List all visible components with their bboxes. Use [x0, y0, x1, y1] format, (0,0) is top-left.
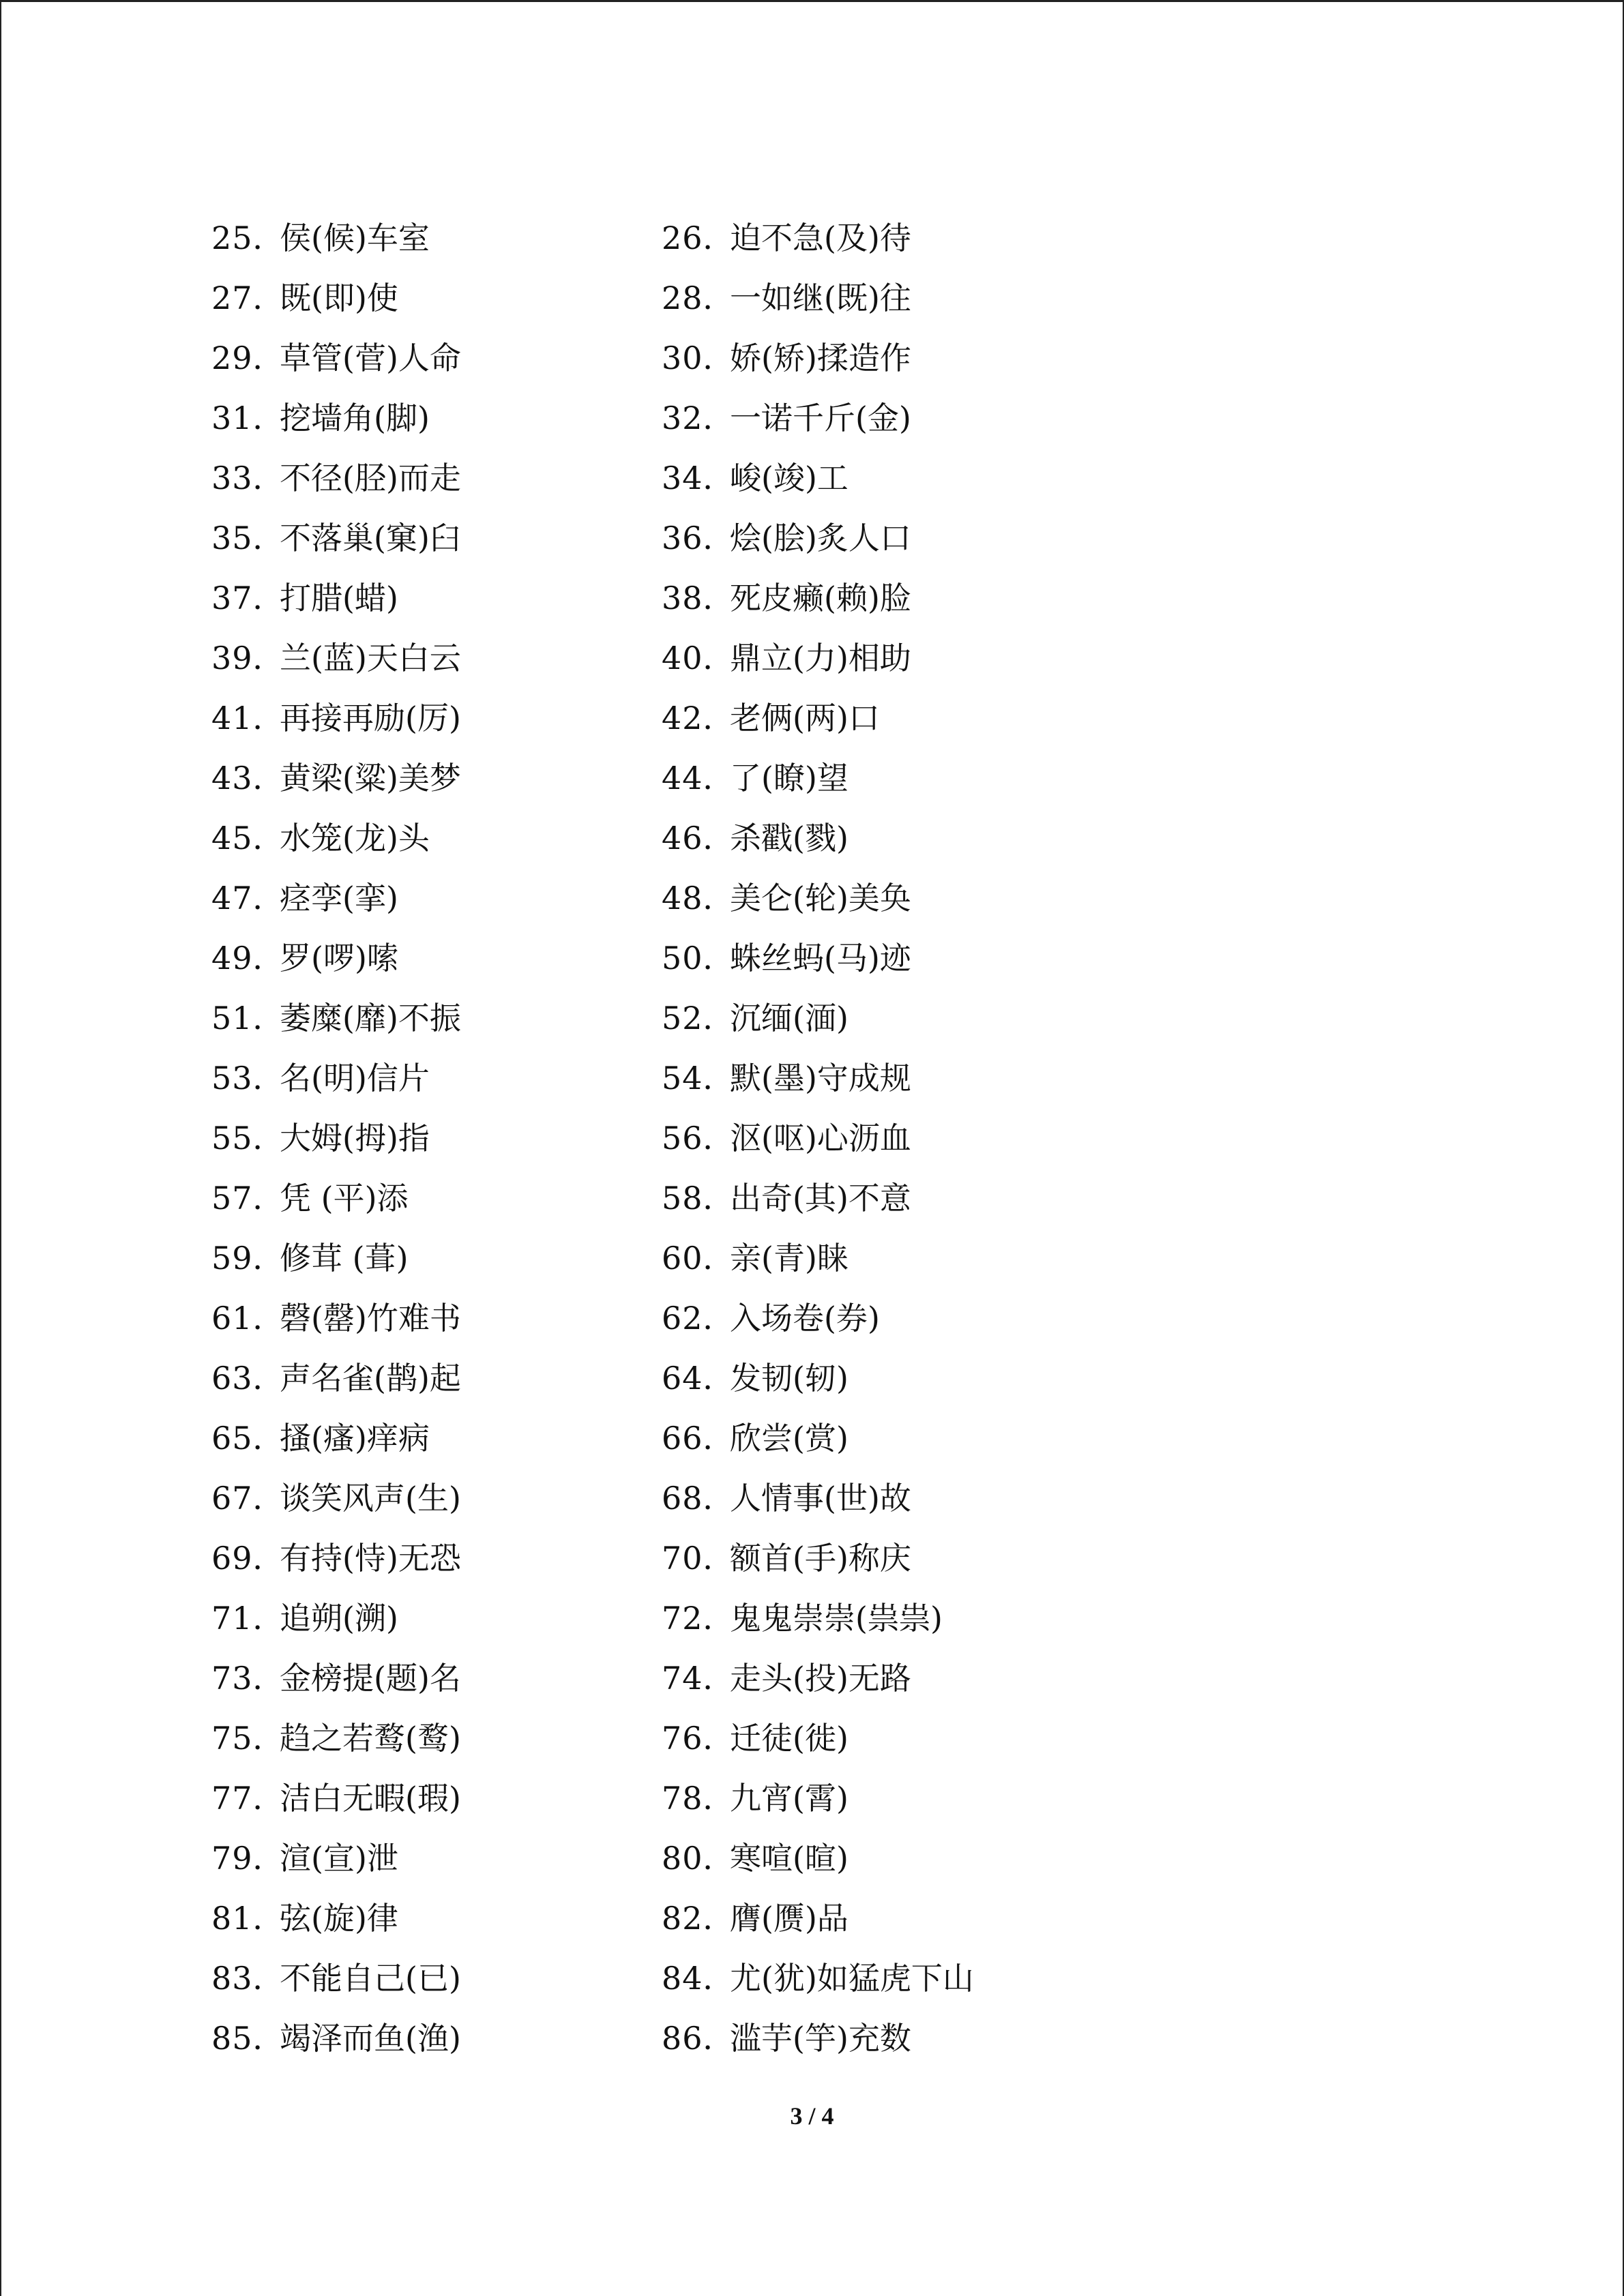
item-text: 一诺千斤(金) [730, 400, 911, 436]
item-text: 竭泽而鱼(渔) [280, 2020, 461, 2057]
list-item [211, 508, 662, 568]
list-item [211, 748, 662, 808]
entry-row [211, 988, 1235, 1048]
entry-row [211, 448, 1235, 508]
item-number: 65． [211, 1420, 285, 1457]
list-item [662, 1888, 1207, 1948]
item-text: 不落巢(窠)臼 [280, 520, 461, 556]
item-number: 55． [211, 1120, 285, 1157]
item-number: 56． [662, 1120, 735, 1157]
item-number: 53． [211, 1060, 285, 1097]
item-text: 入场卷(券) [730, 1300, 880, 1337]
list-item [662, 1168, 1207, 1228]
item-text: 了(瞭)望 [730, 760, 848, 796]
entry-row [211, 1168, 1235, 1228]
item-number: 82． [662, 1900, 735, 1937]
item-number: 64． [662, 1360, 735, 1397]
list-item [662, 628, 1207, 688]
item-text: 渲(宣)泄 [280, 1840, 398, 1877]
list-item [662, 1408, 1207, 1468]
item-number: 83． [211, 1960, 285, 1997]
list-item [662, 928, 1207, 988]
item-text: 发韧(轫) [730, 1360, 848, 1397]
entry-row [211, 1348, 1235, 1408]
list-item [662, 868, 1207, 928]
item-number: 38． [662, 580, 735, 616]
item-number: 85． [211, 2020, 285, 2057]
item-number: 26． [662, 220, 735, 256]
item-number: 81． [211, 1900, 285, 1937]
item-number: 50． [662, 940, 735, 976]
item-number: 54． [662, 1060, 735, 1097]
list-item [211, 1528, 662, 1588]
entry-row [211, 1468, 1235, 1528]
item-text: 再接再励(厉) [280, 700, 461, 736]
item-text: 谈笑风声(生) [280, 1480, 461, 1517]
item-number: 42． [662, 700, 735, 736]
item-text: 修茸 (葺) [280, 1240, 409, 1277]
item-text: 萎糜(靡)不振 [280, 1000, 461, 1037]
list-item [662, 208, 1207, 268]
item-number: 60． [662, 1240, 735, 1277]
entry-row [211, 1228, 1235, 1288]
list-item [211, 448, 662, 508]
list-item [662, 688, 1207, 748]
list-item [211, 988, 662, 1048]
list-item [211, 1048, 662, 1108]
item-text: 蛛丝蚂(马)迹 [730, 940, 911, 976]
item-number: 34． [662, 460, 735, 496]
item-text: 烩(脍)炙人口 [730, 520, 911, 556]
item-number: 27． [211, 280, 285, 316]
item-text: 名(明)信片 [280, 1060, 430, 1097]
list-item [211, 1888, 662, 1948]
entry-row [211, 628, 1235, 688]
list-item [662, 1288, 1207, 1348]
item-text: 不能自己(已) [280, 1960, 461, 1997]
entry-row [211, 1948, 1235, 2008]
entry-row [211, 508, 1235, 568]
item-number: 49． [211, 940, 285, 976]
item-number: 86． [662, 2020, 735, 2057]
item-number: 51． [211, 1000, 285, 1037]
item-number: 35． [211, 520, 285, 556]
item-text: 沉缅(湎) [730, 1000, 848, 1037]
list-item [211, 568, 662, 628]
item-number: 57． [211, 1180, 285, 1217]
item-number: 32． [662, 400, 735, 436]
item-number: 41． [211, 700, 285, 736]
item-text: 挖墙角(脚) [280, 400, 430, 436]
entry-row [211, 388, 1235, 448]
item-number: 28． [662, 280, 735, 316]
list-item [211, 268, 662, 328]
item-number: 43． [211, 760, 285, 796]
item-text: 寒喧(暄) [730, 1840, 848, 1877]
list-item [211, 1948, 662, 2008]
entry-row [211, 1588, 1235, 1648]
list-item [211, 2008, 662, 2068]
item-number: 59． [211, 1240, 285, 1277]
item-text: 滥芋(竽)充数 [730, 2020, 911, 2057]
item-number: 76． [662, 1720, 735, 1757]
list-item [662, 808, 1207, 868]
item-text: 沤(呕)心沥血 [730, 1120, 911, 1157]
item-text: 洁白无暇(瑕) [280, 1780, 461, 1817]
item-number: 72． [662, 1600, 735, 1637]
entry-row [211, 268, 1235, 328]
list-item [662, 1108, 1207, 1168]
list-item [211, 928, 662, 988]
list-item [211, 1768, 662, 1828]
item-text: 兰(蓝)天白云 [280, 640, 461, 676]
list-item [211, 1348, 662, 1408]
item-text: 有持(恃)无恐 [280, 1540, 461, 1577]
entry-row [211, 1888, 1235, 1948]
item-number: 37． [211, 580, 285, 616]
item-text: 凭 (平)添 [280, 1180, 409, 1217]
list-item [211, 1648, 662, 1708]
list-item [662, 508, 1207, 568]
item-number: 30． [662, 340, 735, 376]
item-number: 47． [211, 880, 285, 916]
list-item [662, 1948, 1207, 2008]
entry-row [211, 1408, 1235, 1468]
item-text: 草管(菅)人命 [280, 340, 461, 376]
item-text: 尤(犹)如猛虎下山 [730, 1960, 974, 1997]
list-item [211, 1168, 662, 1228]
entry-row [211, 808, 1235, 868]
list-item [211, 1588, 662, 1648]
item-text: 黄梁(粱)美梦 [280, 760, 461, 796]
item-number: 67． [211, 1480, 285, 1517]
list-item [211, 1408, 662, 1468]
item-text: 搔(瘙)痒病 [280, 1420, 430, 1457]
item-text: 鬼鬼崇崇(祟祟) [730, 1600, 943, 1637]
item-number: 29． [211, 340, 285, 376]
item-number: 33． [211, 460, 285, 496]
entry-row [211, 1708, 1235, 1768]
list-item [211, 328, 662, 388]
item-number: 70． [662, 1540, 735, 1577]
item-text: 欣尝(赏) [730, 1420, 848, 1457]
item-number: 61． [211, 1300, 285, 1337]
list-item [211, 1228, 662, 1288]
list-item [662, 748, 1207, 808]
item-text: 打腊(蜡) [280, 580, 398, 616]
item-number: 84． [662, 1960, 735, 1997]
item-text: 鼎立(力)相助 [730, 640, 911, 676]
list-item [211, 688, 662, 748]
item-number: 45． [211, 820, 285, 856]
item-text: 娇(矫)揉造作 [730, 340, 911, 376]
list-item [662, 1228, 1207, 1288]
item-number: 31． [211, 400, 285, 436]
list-item [662, 388, 1207, 448]
item-number: 52． [662, 1000, 735, 1037]
list-item [662, 1828, 1207, 1888]
item-number: 73． [211, 1660, 285, 1697]
list-item [211, 808, 662, 868]
entry-row [211, 928, 1235, 988]
item-number: 69． [211, 1540, 285, 1577]
item-text: 九宵(霄) [730, 1780, 848, 1817]
item-text: 声名雀(鹊)起 [280, 1360, 461, 1397]
item-number: 66． [662, 1420, 735, 1457]
entry-row [211, 328, 1235, 388]
item-text: 迁徒(徙) [730, 1720, 848, 1757]
item-number: 62． [662, 1300, 735, 1337]
item-text: 迫不急(及)待 [730, 220, 911, 256]
item-text: 弦(旋)律 [280, 1900, 398, 1937]
item-number: 25． [211, 220, 285, 256]
item-number: 58． [662, 1180, 735, 1217]
entry-row [211, 688, 1235, 748]
item-text: 默(墨)守成规 [730, 1060, 911, 1097]
item-text: 磬(罄)竹难书 [280, 1300, 461, 1337]
item-text: 死皮癞(赖)脸 [730, 580, 911, 616]
item-number: 68． [662, 1480, 735, 1517]
list-item [662, 1468, 1207, 1528]
entry-row [211, 2008, 1235, 2068]
item-text: 追朔(溯) [280, 1600, 398, 1637]
list-item [211, 1708, 662, 1768]
item-text: 老俩(两)口 [730, 700, 880, 736]
list-item [662, 1048, 1207, 1108]
item-number: 71． [211, 1600, 285, 1637]
list-item [211, 1468, 662, 1528]
item-number: 46． [662, 820, 735, 856]
list-item [211, 208, 662, 268]
item-text: 大姆(拇)指 [280, 1120, 430, 1157]
list-item [662, 448, 1207, 508]
entry-row [211, 1108, 1235, 1168]
item-text: 膺(赝)品 [730, 1900, 848, 1937]
item-text: 出奇(其)不意 [730, 1180, 911, 1217]
list-item [211, 628, 662, 688]
item-number: 77． [211, 1780, 285, 1817]
item-text: 人情事(世)故 [730, 1480, 911, 1517]
item-number: 80． [662, 1840, 735, 1877]
item-number: 40． [662, 640, 735, 676]
list-item [211, 1828, 662, 1888]
list-item [662, 1348, 1207, 1408]
item-text: 金榜提(题)名 [280, 1660, 461, 1697]
item-number: 36． [662, 520, 735, 556]
item-number: 44． [662, 760, 735, 796]
item-number: 75． [211, 1720, 285, 1757]
entry-row [211, 868, 1235, 928]
list-item [662, 1648, 1207, 1708]
item-text: 不径(胫)而走 [280, 460, 461, 496]
item-number: 74． [662, 1660, 735, 1697]
list-item [662, 1528, 1207, 1588]
item-text: 美仑(轮)美奂 [730, 880, 911, 916]
item-text: 峻(竣)工 [730, 460, 848, 496]
item-text: 一如继(既)往 [730, 280, 911, 316]
list-item [211, 1288, 662, 1348]
entry-row [211, 568, 1235, 628]
item-text: 痉孪(挛) [280, 880, 398, 916]
item-number: 79． [211, 1840, 285, 1877]
entry-row [211, 1048, 1235, 1108]
item-number: 78． [662, 1780, 735, 1817]
list-item [662, 1588, 1207, 1648]
item-number: 39． [211, 640, 285, 676]
item-text: 亲(青)睐 [730, 1240, 848, 1277]
list-item [662, 988, 1207, 1048]
entry-row [211, 1288, 1235, 1348]
entry-row [211, 208, 1235, 268]
list-item [662, 328, 1207, 388]
item-text: 趋之若鹜(鹜) [280, 1720, 461, 1757]
entry-row [211, 1648, 1235, 1708]
word-correction-list [211, 208, 1235, 2068]
item-text: 罗(啰)嗦 [280, 940, 398, 976]
item-text: 侯(候)车室 [280, 220, 430, 256]
item-number: 63． [211, 1360, 285, 1397]
list-item [211, 1108, 662, 1168]
list-item [662, 1768, 1207, 1828]
entry-row [211, 1768, 1235, 1828]
entry-row [211, 1528, 1235, 1588]
entry-row [211, 1828, 1235, 1888]
item-text: 杀戳(戮) [730, 820, 848, 856]
item-text: 既(即)使 [280, 280, 398, 316]
item-number: 48． [662, 880, 735, 916]
list-item [211, 868, 662, 928]
list-item [662, 568, 1207, 628]
page-number: 3 / 4 [790, 2102, 834, 2130]
list-item [211, 388, 662, 448]
item-text: 水笼(龙)头 [280, 820, 430, 856]
entry-row [211, 748, 1235, 808]
item-text: 额首(手)称庆 [730, 1540, 911, 1577]
list-item [662, 268, 1207, 328]
list-item [662, 2008, 1207, 2068]
item-text: 走头(投)无路 [730, 1660, 911, 1697]
list-item [662, 1708, 1207, 1768]
